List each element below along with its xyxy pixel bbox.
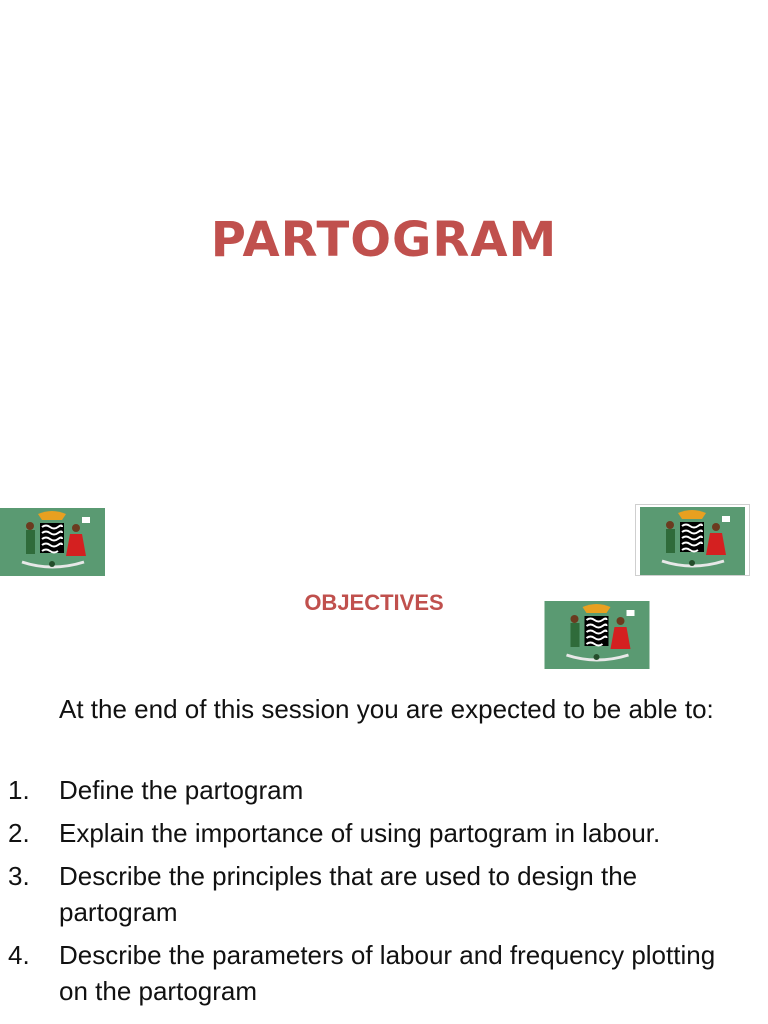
list-item: [0, 937, 768, 1009]
list-text: Define the partogram: [59, 775, 304, 805]
objectives-list: [0, 772, 768, 1016]
list-text: Describe the principles that are used to design the partogram: [59, 861, 638, 927]
list-number: 2.: [8, 818, 30, 848]
list-item: [0, 815, 768, 851]
objectives-heading: OBJECTIVES: [304, 590, 444, 615]
list-item: [0, 772, 768, 808]
intro-text: At the end of this session you are expected to be able to:: [59, 694, 714, 724]
coat-of-arms-icon: [635, 504, 750, 576]
coat-of-arms-icon: [544, 601, 650, 669]
list-item: [0, 858, 768, 930]
list-text: Explain the importance of using partogram in labour.: [59, 818, 661, 848]
coat-of-arms-icon: [0, 508, 105, 576]
list-number: 3.: [8, 861, 30, 891]
slide-title: PARTOGRAM: [210, 212, 558, 268]
list-number: 1.: [8, 775, 30, 805]
list-text: Describe the parameters of labour and frequency plotting on the partogram: [59, 940, 716, 1006]
list-number: 4.: [8, 940, 30, 970]
